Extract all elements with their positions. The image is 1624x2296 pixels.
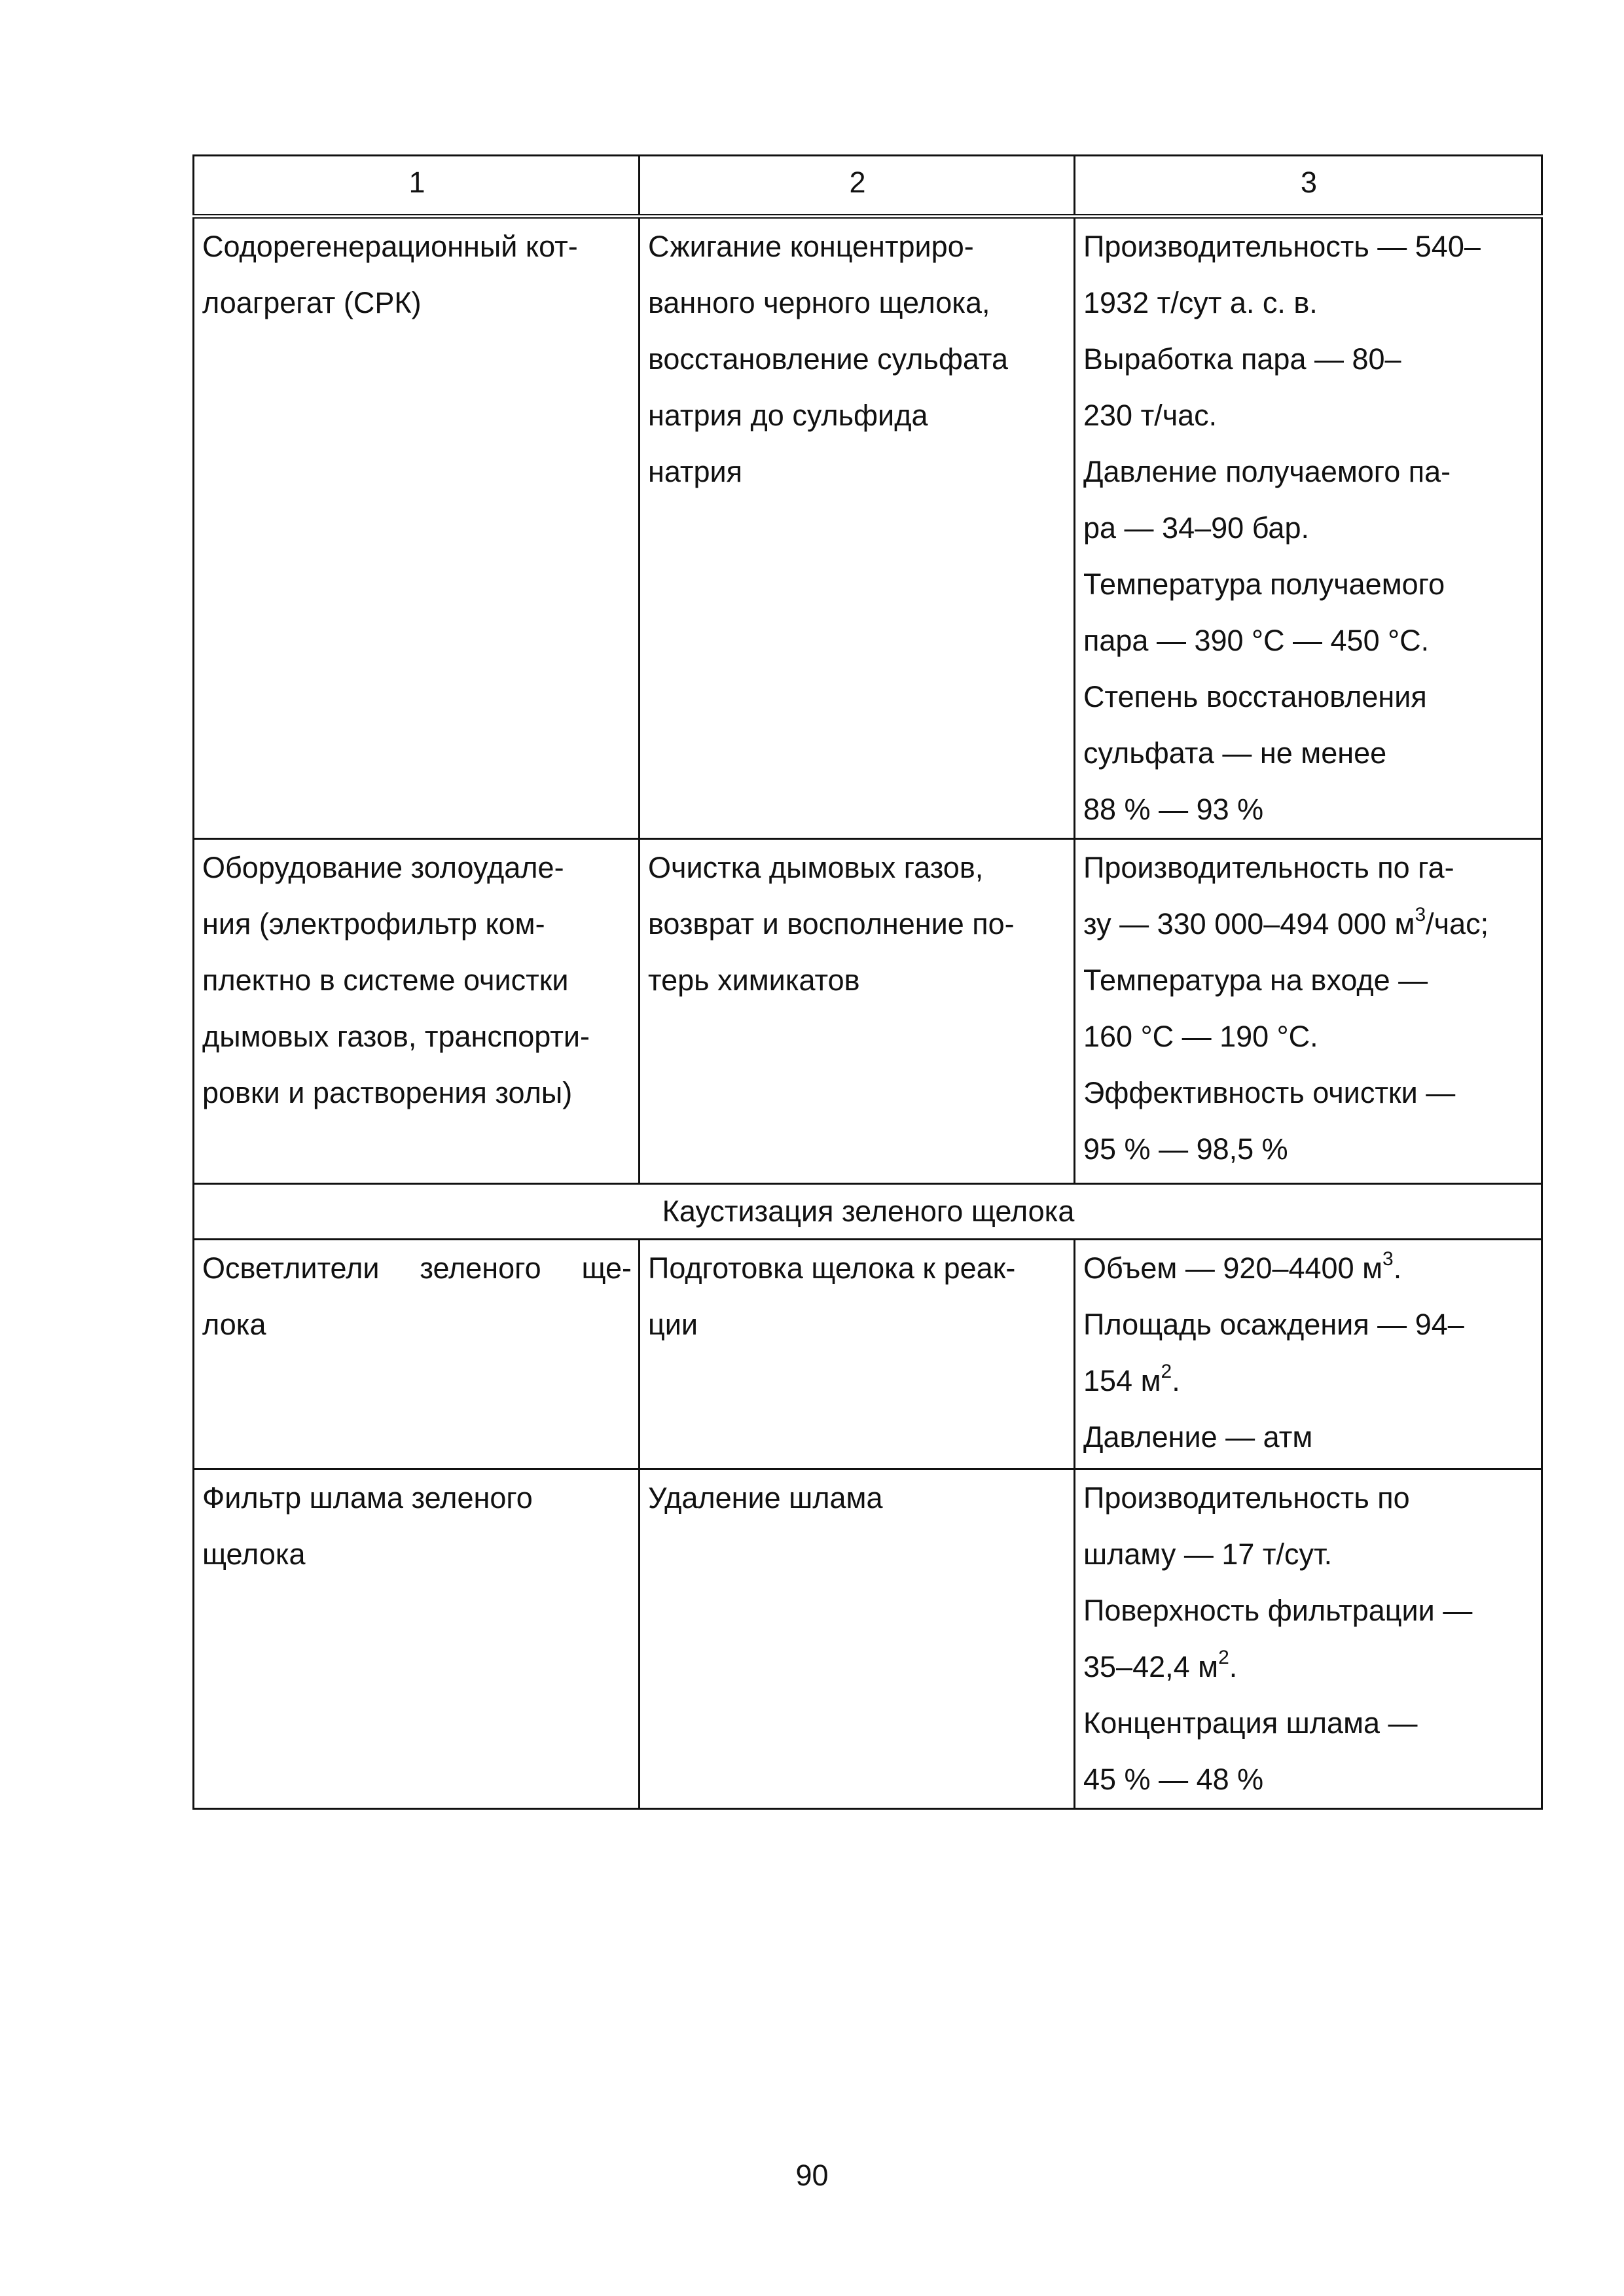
cell-purpose — [640, 839, 1075, 1184]
cell-line: Температура на входе — — [1083, 963, 1428, 997]
table-row — [194, 217, 1542, 839]
cell-line: ровки и растворения золы) — [202, 1076, 573, 1109]
cell-line: Концентрация шлама — — [1083, 1706, 1418, 1740]
cell-equipment — [194, 839, 640, 1184]
cell-line: Поверхность фильтрации — — [1083, 1594, 1473, 1627]
cell-line: Подготовка щелока к реак- — [648, 1251, 1016, 1285]
cell-line: возврат и восполнение по- — [648, 907, 1015, 941]
cell-line: Производительность по — [1083, 1481, 1410, 1515]
cell-line — [1083, 1240, 1534, 1297]
cell-line — [1083, 1353, 1534, 1409]
text-fragment: . — [1229, 1650, 1238, 1683]
cell-line: ния (электрофильтр ком- — [202, 907, 545, 941]
cell-parameters — [1075, 1469, 1542, 1809]
cell-line: Осветлители зеленого ще- — [202, 1251, 632, 1285]
table-row — [194, 839, 1542, 1184]
cell-line: Площадь осаждения — 94– — [1083, 1308, 1464, 1341]
text-fragment: зу — 330 000–494 000 м — [1083, 907, 1415, 941]
cell-line: ции — [648, 1308, 698, 1341]
cell-parameters — [1075, 217, 1542, 839]
cell-line: лока — [202, 1308, 266, 1341]
superscript: 3 — [1415, 904, 1426, 925]
cell-line: Оборудование золоудале- — [202, 851, 564, 884]
cell-line: Удаление шлама — [648, 1481, 883, 1515]
cell-line: шламу — 17 т/сут. — [1083, 1537, 1333, 1571]
header-col-1: 1 — [194, 156, 640, 217]
equipment-table — [192, 154, 1543, 1810]
cell-line: натрия — [648, 455, 743, 488]
cell-equipment — [194, 1240, 640, 1469]
superscript: 3 — [1382, 1248, 1394, 1270]
cell-line: натрия до сульфида — [648, 399, 928, 432]
section-row — [194, 1184, 1542, 1240]
text-fragment: . — [1393, 1251, 1402, 1285]
cell-line: ванного черного щелока, — [648, 286, 990, 319]
cell-line: плектно в системе очистки — [202, 963, 569, 997]
cell-line: Выработка пара — 80– — [1083, 342, 1401, 376]
cell-line: 95 % — 98,5 % — [1083, 1132, 1288, 1166]
cell-parameters — [1075, 839, 1542, 1184]
superscript: 2 — [1161, 1361, 1172, 1382]
cell-equipment — [194, 1469, 640, 1809]
superscript: 2 — [1218, 1647, 1229, 1668]
cell-line: восстановление сульфата — [648, 342, 1009, 376]
cell-line: ра — 34–90 бар. — [1083, 511, 1309, 545]
cell-line: терь химикатов — [648, 963, 860, 997]
cell-line: Содорегенерационный кот- — [202, 230, 578, 263]
cell-line: дымовых газов, транспорти- — [202, 1020, 590, 1053]
table-row — [194, 1469, 1542, 1809]
cell-line: щелока — [202, 1537, 306, 1571]
cell-line: Производительность по га- — [1083, 851, 1454, 884]
cell-line: 88 % — 93 % — [1083, 793, 1264, 826]
cell-line: 45 % — 48 % — [1083, 1763, 1264, 1796]
cell-line: 230 т/час. — [1083, 399, 1218, 432]
cell-line: сульфата — не менее — [1083, 736, 1387, 770]
text-fragment: 154 м — [1083, 1364, 1161, 1397]
cell-line: Давление получаемого па- — [1083, 455, 1451, 488]
cell-purpose — [640, 1469, 1075, 1809]
table-row — [194, 1240, 1542, 1469]
cell-purpose — [640, 217, 1075, 839]
page-number: 90 — [795, 2159, 829, 2192]
text-fragment: Объем — 920–4400 м — [1083, 1251, 1383, 1285]
text-fragment: 35–42,4 м — [1083, 1650, 1219, 1683]
section-title: Каустизация зеленого щелока — [194, 1184, 1542, 1240]
header-col-3: 3 — [1075, 156, 1542, 217]
cell-equipment — [194, 217, 640, 839]
cell-line: 160 °С — 190 °С. — [1083, 1020, 1318, 1053]
cell-line — [1083, 896, 1534, 952]
cell-line: Очистка дымовых газов, — [648, 851, 984, 884]
header-col-2: 2 — [640, 156, 1075, 217]
cell-line: Температура получаемого — [1083, 567, 1445, 601]
cell-line: Производительность — 540– — [1083, 230, 1481, 263]
cell-line: Эффективность очистки — — [1083, 1076, 1456, 1109]
cell-line — [1083, 1639, 1534, 1695]
text-fragment: /час; — [1426, 907, 1489, 941]
cell-line: Сжигание концентриро- — [648, 230, 974, 263]
cell-line: лоагрегат (СРК) — [202, 286, 422, 319]
cell-line: пара — 390 °С — 450 °С. — [1083, 624, 1430, 657]
text-fragment: . — [1172, 1364, 1180, 1397]
cell-line: Степень восстановления — [1083, 680, 1427, 713]
table-header-row — [194, 156, 1542, 217]
cell-line: 1932 т/сут а. с. в. — [1083, 286, 1318, 319]
cell-purpose — [640, 1240, 1075, 1469]
cell-parameters — [1075, 1240, 1542, 1469]
cell-line: Фильтр шлама зеленого — [202, 1481, 533, 1515]
cell-line: Давление — атм — [1083, 1420, 1313, 1454]
